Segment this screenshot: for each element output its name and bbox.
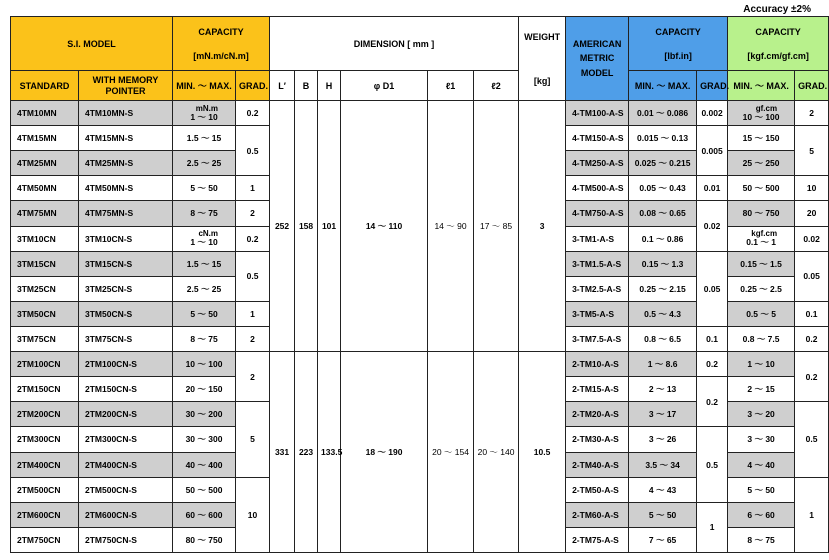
american-metric-model: 4-TM150-A-S: [566, 126, 629, 151]
dim-l: 331: [270, 352, 295, 553]
capacity-kgf-range: 2 ～ 15: [728, 377, 795, 402]
grad-lbf: 0.2: [697, 377, 728, 427]
american-metric-model: 4-TM250-A-S: [566, 151, 629, 176]
memory-pointer-model: 2TM100CN-S: [79, 352, 173, 377]
grad-kgf: 0.2: [795, 352, 829, 402]
grad-kgf: 5: [795, 126, 829, 176]
capacity-si-range: 40 ～ 400: [173, 452, 236, 477]
capacity-lbf-range: 0.8 ～ 6.5: [629, 326, 697, 351]
grad-kgf: 0.02: [795, 226, 829, 251]
memory-pointer-model: 2TM200CN-S: [79, 402, 173, 427]
range-value: 1 ～ 10: [190, 237, 218, 248]
american-metric-model: 2-TM15-A-S: [566, 377, 629, 402]
dim-h: 133.5: [318, 352, 341, 553]
grad-lbf: 0.005: [697, 126, 728, 176]
standard-model: 3TM15CN: [11, 251, 79, 276]
dim-b: 223: [295, 352, 318, 553]
memory-pointer-model: 4TM25MN-S: [79, 151, 173, 176]
memory-pointer-model: 3TM25CN-S: [79, 276, 173, 301]
capacity-si-range: 30 ～ 200: [173, 402, 236, 427]
unit-label: kgf.cm: [751, 229, 778, 239]
grad-kgf: 20: [795, 201, 829, 226]
capacity-kgf-range: 50 ～ 500: [728, 176, 795, 201]
dim-l2: 20 ～ 140: [474, 352, 519, 553]
capacity-si-range: 10 ～ 100: [173, 352, 236, 377]
standard-model: 4TM25MN: [11, 151, 79, 176]
header-dim-h: H: [318, 71, 341, 101]
dim-l1: 14 ～ 90: [428, 101, 474, 352]
grad-si: 0.2: [236, 226, 270, 251]
memory-pointer-model: 2TM400CN-S: [79, 452, 173, 477]
capacity-lbf-range: 0.025 ～ 0.215: [629, 151, 697, 176]
american-metric-model: 4-TM500-A-S: [566, 176, 629, 201]
capacity-kgf-range: 0.5 ～ 5: [728, 301, 795, 326]
header-standard: STANDARD: [11, 71, 79, 101]
grad-lbf: 0.002: [697, 101, 728, 126]
grad-si: 2: [236, 326, 270, 351]
capacity-lbf-range: 0.5 ～ 4.3: [629, 301, 697, 326]
capacity-kgf-range: [728, 226, 795, 251]
standard-model: 2TM100CN: [11, 352, 79, 377]
capacity-lbf-range: 3 ～ 17: [629, 402, 697, 427]
unit-label: mN.m: [195, 103, 219, 113]
capacity-kgf-range: 15 ～ 150: [728, 126, 795, 151]
grad-si: 0.5: [236, 251, 270, 301]
dim-d1: 14 ～ 110: [341, 101, 428, 352]
capacity-lbf-range: 0.05 ～ 0.43: [629, 176, 697, 201]
header-dim-l1: ℓ1: [428, 71, 474, 101]
capacity-si-range: 5 ～ 50: [173, 301, 236, 326]
capacity-lbf-range: 0.1 ～ 0.86: [629, 226, 697, 251]
standard-model: 3TM10CN: [11, 226, 79, 251]
dim-d1: 18 ～ 190: [341, 352, 428, 553]
header-min-max-kgf: MIN. ～ MAX.: [728, 71, 795, 101]
standard-model: 4TM75MN: [11, 201, 79, 226]
dim-l: 252: [270, 101, 295, 352]
header-capacity-lbf: CAPACITY [lbf.in]: [629, 17, 728, 71]
capacity-si-range: 8 ～ 75: [173, 326, 236, 351]
capacity-lbf-range: 4 ～ 43: [629, 477, 697, 502]
memory-pointer-model: 4TM50MN-S: [79, 176, 173, 201]
capacity-kgf-range: 3 ～ 30: [728, 427, 795, 452]
american-metric-model: 3-TM2.5-A-S: [566, 276, 629, 301]
standard-model: 2TM300CN: [11, 427, 79, 452]
capacity-lbf-range: 7 ～ 65: [629, 527, 697, 552]
capacity-si-range: 5 ～ 50: [173, 176, 236, 201]
header-dimension: DIMENSION [ mm ]: [270, 17, 519, 71]
capacity-kgf-range: 80 ～ 750: [728, 201, 795, 226]
standard-model: 2TM400CN: [11, 452, 79, 477]
standard-model: 3TM75CN: [11, 326, 79, 351]
american-metric-model: 2-TM50-A-S: [566, 477, 629, 502]
table-row: [11, 352, 829, 377]
capacity-kgf-range: 25 ～ 250: [728, 151, 795, 176]
header-with-memory-pointer: WITH MEMORY POINTER: [79, 71, 173, 101]
header-weight: WEIGHT [kg]: [519, 17, 566, 101]
header-american-metric-model: AMERICAN METRIC MODEL: [566, 17, 629, 101]
american-metric-model: 3-TM1.5-A-S: [566, 251, 629, 276]
header-dim-l2: ℓ2: [474, 71, 519, 101]
capacity-lbf-range: 0.015 ～ 0.13: [629, 126, 697, 151]
standard-model: 3TM25CN: [11, 276, 79, 301]
capacity-lbf-range: 3.5 ～ 34: [629, 452, 697, 477]
torque-spec-table: [10, 16, 829, 553]
grad-si: 5: [236, 402, 270, 477]
accuracy-note: Accuracy ±2%: [743, 4, 811, 15]
grad-kgf: 10: [795, 176, 829, 201]
memory-pointer-model: 3TM50CN-S: [79, 301, 173, 326]
grad-kgf: 2: [795, 101, 829, 126]
range-value: 0.1 ～ 1: [746, 237, 776, 248]
grad-lbf: 0.5: [697, 427, 728, 502]
capacity-kgf-range: 3 ～ 20: [728, 402, 795, 427]
header-si-model: S.I. MODEL: [11, 17, 173, 71]
table-row: [11, 101, 829, 126]
header-dim-l: L′: [270, 71, 295, 101]
capacity-kgf-range: 1 ～ 10: [728, 352, 795, 377]
grad-si: 10: [236, 477, 270, 552]
capacity-si-range: 20 ～ 150: [173, 377, 236, 402]
memory-pointer-model: 2TM500CN-S: [79, 477, 173, 502]
capacity-si-range: 80 ～ 750: [173, 527, 236, 552]
american-metric-model: 2-TM20-A-S: [566, 402, 629, 427]
american-metric-model: 2-TM10-A-S: [566, 352, 629, 377]
standard-model: 2TM500CN: [11, 477, 79, 502]
grad-lbf: 0.02: [697, 201, 728, 251]
memory-pointer-model: 2TM150CN-S: [79, 377, 173, 402]
memory-pointer-model: 4TM10MN-S: [79, 101, 173, 126]
grad-si: 0.2: [236, 101, 270, 126]
header-capacity-kgf: CAPACITY [kgf.cm/gf.cm]: [728, 17, 829, 71]
memory-pointer-model: 3TM15CN-S: [79, 251, 173, 276]
grad-si: 2: [236, 201, 270, 226]
spec-rows: [11, 101, 829, 553]
grad-kgf: 1: [795, 477, 829, 552]
capacity-lbf-range: 0.15 ～ 1.3: [629, 251, 697, 276]
capacity-si-range: 2.5 ～ 25: [173, 276, 236, 301]
capacity-si-range: 60 ～ 600: [173, 502, 236, 527]
grad-lbf: 0.01: [697, 176, 728, 201]
grad-lbf: 1: [697, 502, 728, 552]
capacity-si-range: 50 ～ 500: [173, 477, 236, 502]
grad-si: 0.5: [236, 126, 270, 176]
memory-pointer-model: 2TM750CN-S: [79, 527, 173, 552]
capacity-si-range: 30 ～ 300: [173, 427, 236, 452]
weight-value: 10.5: [519, 352, 566, 553]
american-metric-model: 3-TM7.5-A-S: [566, 326, 629, 351]
capacity-si-range: 2.5 ～ 25: [173, 151, 236, 176]
unit-label: cN.m: [198, 229, 219, 239]
memory-pointer-model: 2TM600CN-S: [79, 502, 173, 527]
american-metric-model: 3-TM1-A-S: [566, 226, 629, 251]
grad-si: 2: [236, 352, 270, 402]
header-grad-lbf: GRAD.: [697, 71, 728, 101]
unit-label: gf.cm: [755, 103, 778, 113]
memory-pointer-model: 3TM10CN-S: [79, 226, 173, 251]
grad-si: 1: [236, 301, 270, 326]
american-metric-model: 4-TM750-A-S: [566, 201, 629, 226]
standard-model: 2TM750CN: [11, 527, 79, 552]
capacity-si-range: 1.5 ～ 15: [173, 251, 236, 276]
standard-model: 4TM15MN: [11, 126, 79, 151]
dim-l1: 20 ～ 154: [428, 352, 474, 553]
standard-model: 4TM50MN: [11, 176, 79, 201]
header-grad-si: GRAD.: [236, 71, 270, 101]
range-value: 1 ～ 10: [190, 111, 218, 122]
american-metric-model: 2-TM75-A-S: [566, 527, 629, 552]
header-grad-kgf: GRAD.: [795, 71, 829, 101]
weight-value: 3: [519, 101, 566, 352]
capacity-kgf-range: [728, 101, 795, 126]
header-capacity-si: CAPACITY [mN.m/cN.m]: [173, 17, 270, 71]
capacity-kgf-range: 0.15 ～ 1.5: [728, 251, 795, 276]
header-dim-d1: φ D1: [341, 71, 428, 101]
capacity-si-range: [173, 101, 236, 126]
american-metric-model: 2-TM60-A-S: [566, 502, 629, 527]
capacity-lbf-range: 0.01 ～ 0.086: [629, 101, 697, 126]
capacity-kgf-range: 5 ～ 50: [728, 477, 795, 502]
capacity-kgf-range: 0.25 ～ 2.5: [728, 276, 795, 301]
american-metric-model: 2-TM40-A-S: [566, 452, 629, 477]
memory-pointer-model: 4TM15MN-S: [79, 126, 173, 151]
capacity-kgf-range: 6 ～ 60: [728, 502, 795, 527]
standard-model: 2TM600CN: [11, 502, 79, 527]
dim-l2: 17 ～ 85: [474, 101, 519, 352]
capacity-lbf-range: 1 ～ 8.6: [629, 352, 697, 377]
grad-si: 1: [236, 176, 270, 201]
memory-pointer-model: 2TM300CN-S: [79, 427, 173, 452]
american-metric-model: 4-TM100-A-S: [566, 101, 629, 126]
standard-model: 3TM50CN: [11, 301, 79, 326]
grad-kgf: 0.5: [795, 402, 829, 477]
standard-model: 2TM150CN: [11, 377, 79, 402]
american-metric-model: 2-TM30-A-S: [566, 427, 629, 452]
dim-h: 101: [318, 101, 341, 352]
capacity-lbf-range: 5 ～ 50: [629, 502, 697, 527]
dim-b: 158: [295, 101, 318, 352]
grad-lbf: 0.1: [697, 326, 728, 351]
capacity-kgf-range: 4 ～ 40: [728, 452, 795, 477]
grad-lbf: 0.2: [697, 352, 728, 377]
capacity-lbf-range: 0.08 ～ 0.65: [629, 201, 697, 226]
capacity-lbf-range: 3 ～ 26: [629, 427, 697, 452]
standard-model: 2TM200CN: [11, 402, 79, 427]
memory-pointer-model: 3TM75CN-S: [79, 326, 173, 351]
grad-kgf: 0.05: [795, 251, 829, 301]
grad-lbf: 0.05: [697, 251, 728, 326]
header-dim-b: B: [295, 71, 318, 101]
capacity-lbf-range: 0.25 ～ 2.15: [629, 276, 697, 301]
capacity-kgf-range: 0.8 ～ 7.5: [728, 326, 795, 351]
american-metric-model: 3-TM5-A-S: [566, 301, 629, 326]
capacity-si-range: 1.5 ～ 15: [173, 126, 236, 151]
capacity-si-range: 8 ～ 75: [173, 201, 236, 226]
header-min-max-lbf: MIN. ～ MAX.: [629, 71, 697, 101]
capacity-kgf-range: 8 ～ 75: [728, 527, 795, 552]
memory-pointer-model: 4TM75MN-S: [79, 201, 173, 226]
grad-kgf: 0.2: [795, 326, 829, 351]
range-value: 10 ～ 100: [742, 111, 780, 122]
capacity-si-range: [173, 226, 236, 251]
grad-kgf: 0.1: [795, 301, 829, 326]
capacity-lbf-range: 2 ～ 13: [629, 377, 697, 402]
header-min-max-si: MIN. ～ MAX.: [173, 71, 236, 101]
standard-model: 4TM10MN: [11, 101, 79, 126]
